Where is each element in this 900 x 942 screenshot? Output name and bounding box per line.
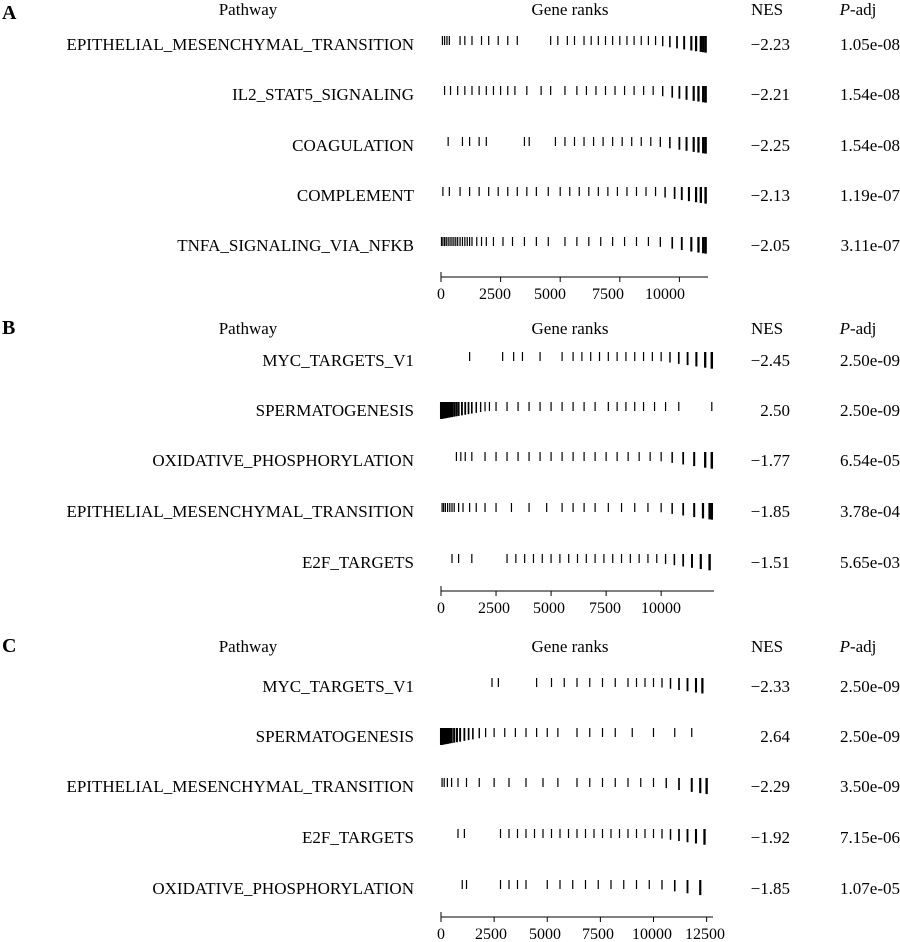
pathway-label: SPERMATOGENESIS [255, 401, 414, 420]
gene-ranks-header: Gene ranks [531, 0, 609, 19]
nes-value: −2.25 [750, 136, 790, 155]
padj-value: 3.50e-09 [840, 777, 900, 796]
padj-value: 2.50e-09 [840, 351, 900, 370]
panel-a [2, 0, 900, 303]
padj-value: 1.05e-08 [840, 35, 900, 54]
padj-value: 1.07e-05 [840, 879, 900, 898]
x-tick-label: 7500 [592, 286, 624, 303]
barcode-plot [441, 352, 714, 596]
padj-header: P-adj [839, 319, 877, 338]
padj-value: 2.50e-09 [840, 677, 900, 696]
x-tick-label: 2500 [478, 600, 510, 617]
nes-value: −1.85 [750, 502, 790, 521]
x-tick-label: 2500 [479, 286, 511, 303]
nes-value: 2.64 [760, 727, 790, 746]
pathway-label: OXIDATIVE_PHOSPHORYLATION [152, 879, 414, 898]
pathway-label: E2F_TARGETS [302, 553, 414, 572]
nes-value: −2.23 [750, 35, 790, 54]
nes-value: −1.92 [750, 828, 790, 847]
pathway-header: Pathway [218, 0, 278, 19]
padj-value: 5.65e-03 [840, 553, 900, 572]
x-tick-label: 0 [437, 926, 445, 942]
x-tick-label: 5000 [533, 600, 565, 617]
pathway-label: SPERMATOGENESIS [255, 727, 414, 746]
pathway-header: Pathway [218, 319, 278, 338]
gene-ranks-header: Gene ranks [531, 637, 609, 656]
nes-value: −1.85 [750, 879, 790, 898]
panel-letter: B [2, 317, 16, 339]
x-tick-label: 10000 [641, 600, 681, 617]
x-tick-label: 0 [437, 600, 445, 617]
padj-value: 3.78e-04 [840, 502, 900, 521]
x-tick-label: 7500 [589, 600, 621, 617]
nes-header: NES [750, 0, 784, 19]
panel-letter: C [2, 635, 17, 657]
nes-header: NES [750, 319, 784, 338]
nes-value: −1.77 [750, 451, 790, 470]
x-tick-label: 10000 [632, 926, 672, 942]
padj-value: 1.19e-07 [840, 186, 900, 205]
padj-value: 6.54e-05 [840, 451, 900, 470]
nes-value: −2.33 [750, 677, 790, 696]
padj-value: 1.54e-08 [840, 85, 900, 104]
padj-header: P-adj [839, 637, 877, 656]
pathway-label: COAGULATION [292, 136, 414, 155]
pathway-label: MYC_TARGETS_V1 [262, 677, 414, 696]
x-tick-label: 5000 [529, 926, 561, 942]
barcode-plot [441, 678, 713, 922]
x-tick-label: 0 [437, 286, 445, 303]
pathway-label: E2F_TARGETS [302, 828, 414, 847]
panel-b [2, 317, 900, 617]
pathway-label: EPITHELIAL_MESENCHYMAL_TRANSITION [66, 502, 414, 521]
padj-header: P-adj [839, 0, 877, 19]
panel-c [2, 635, 900, 942]
pathway-label: EPITHELIAL_MESENCHYMAL_TRANSITION [66, 35, 414, 54]
barcode-plot [441, 36, 708, 282]
panel-letter: A [2, 2, 17, 24]
x-tick-label: 10000 [645, 286, 685, 303]
pathway-label: TNFA_SIGNALING_VIA_NFKB [177, 236, 414, 255]
pathway-label: MYC_TARGETS_V1 [262, 351, 414, 370]
padj-value: 3.11e-07 [840, 236, 900, 255]
nes-value: −1.51 [750, 553, 790, 572]
x-tick-label: 12500 [685, 926, 725, 942]
padj-value: 2.50e-09 [840, 401, 900, 420]
nes-value: 2.50 [760, 401, 790, 420]
x-tick-label: 5000 [534, 286, 566, 303]
pathway-label: OXIDATIVE_PHOSPHORYLATION [152, 451, 414, 470]
pathway-header: Pathway [218, 637, 278, 656]
padj-value: 1.54e-08 [840, 136, 900, 155]
nes-value: −2.45 [750, 351, 790, 370]
pathway-label: EPITHELIAL_MESENCHYMAL_TRANSITION [66, 777, 414, 796]
nes-header: NES [750, 637, 784, 656]
x-tick-label: 7500 [582, 926, 614, 942]
gene-ranks-header: Gene ranks [531, 319, 609, 338]
nes-value: −2.05 [750, 236, 790, 255]
pathway-label: IL2_STAT5_SIGNALING [232, 85, 414, 104]
nes-value: −2.21 [750, 85, 790, 104]
pathway-label: COMPLEMENT [296, 186, 414, 205]
nes-value: −2.13 [750, 186, 790, 205]
x-tick-label: 2500 [475, 926, 507, 942]
padj-value: 7.15e-06 [840, 828, 900, 847]
padj-value: 2.50e-09 [840, 727, 900, 746]
nes-value: −2.29 [750, 777, 790, 796]
